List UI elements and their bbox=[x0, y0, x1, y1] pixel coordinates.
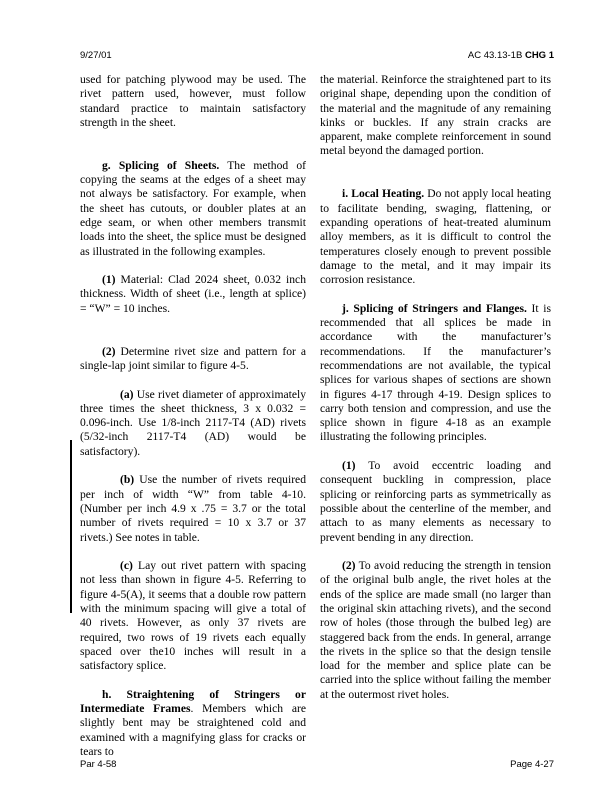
number-g1: (1) bbox=[102, 273, 116, 287]
number-g2: (2) bbox=[102, 344, 116, 358]
paragraph-i bbox=[320, 187, 551, 287]
heading-h: h. Straightening of Stringers or Intermediate Frames bbox=[80, 687, 306, 716]
text-g1: Material: Clad 2024 sheet, 0.032 inch thickness. Width of sheet (i.e., length at splice) = “W” = 10 inches. bbox=[80, 273, 306, 315]
text-h: . Members which are slightly bent may be straightened cold and examined with a magnifying glass for cracks or tears to bbox=[80, 702, 306, 758]
doc-number: AC 43.13-1B bbox=[467, 50, 523, 61]
header-doc-id bbox=[468, 50, 554, 61]
text-gb: Use the number of rivets required per inch of width “W” from table 4-10. (Number per inch 4.9 x .75 = 3.7 or the total number of rivets required = 10 x 3.7 or 37 rivets.) See notes in table. bbox=[80, 473, 306, 544]
change-number: CHG 1 bbox=[524, 50, 554, 61]
paragraph-g bbox=[80, 159, 306, 259]
heading-i: i. Local Heating. bbox=[342, 187, 425, 201]
change-bar bbox=[70, 440, 72, 613]
text-g: The method of copying the seams at the edges of a sheet may not always be satisfactory. For example, when the sheet has cutouts, or doubler plates at an edge seam, or when other members transmit loads into the sheet, the splice must be designed as illustrated in the following examples. bbox=[80, 158, 306, 258]
paragraph-g1 bbox=[80, 273, 306, 316]
footer-page-number: Page 4-27 bbox=[510, 759, 554, 770]
number-j1: (1) bbox=[342, 459, 356, 473]
paragraph-j2 bbox=[320, 559, 551, 702]
text-j: It is recommended that all splices be made in accordance with the manufacturer’s recommendations. If the manufacturer’s recommendations are not available, the typical splices for various shapes of sections are shown in figures 4-17 through 4-19. Design splices to carry both tension and compression, and use the splice shown in figure 4-18 as an example illustrating the following principles. bbox=[320, 301, 551, 444]
paragraph-j bbox=[320, 302, 551, 445]
paragraph-continuation-right: the material. Reinforce the straightened part to its original shape, depending upon the condition of the material and the magnitude of any remaining kinks or buckles. If any strain cracks are apparent, make complete reinforcement in sound metal beyond the damaged portion. bbox=[320, 73, 551, 158]
paragraph-g2 bbox=[80, 345, 306, 374]
paragraph-gc bbox=[80, 559, 306, 673]
text-gc: Lay out rivet pattern with spacing not less than shown in figure 4-5. Referring to figure 4-5(A), it seems that a double row pattern with the minimum spacing will give a total of 40 rivets. However, as only 37 rivets are required, two rows of 19 rivets each equally spaced over the10 inches will result in a satisfactory splice. bbox=[80, 559, 306, 673]
footer-paragraph-ref: Par 4-58 bbox=[80, 759, 117, 770]
text-i: Do not apply local heating to facilitate bending, swaging, flattening, or expanding operations of heat-treated aluminum alloy members, as it is difficult to control the temperatures closely enough to prevent possible damage to the metal, and it may impair its corrosion resistance. bbox=[320, 187, 551, 287]
paragraph-gb bbox=[80, 473, 306, 544]
number-gc: (c) bbox=[120, 559, 133, 573]
paragraph-j1 bbox=[320, 459, 551, 545]
text-j1: To avoid eccentric loading and consequent buckling in compression, place splicing or reinforcing parts as symmetrically as possible about the centerline of the member, and attach to as many elements as necessary to prevent bending in any direction. bbox=[320, 459, 551, 544]
heading-g: g. Splicing of Sheets. bbox=[102, 158, 220, 172]
number-j2: (2) bbox=[342, 559, 356, 573]
right-column bbox=[320, 73, 551, 716]
text-ga: Use rivet diameter of approximately three times the sheet thickness, 3 x 0.032 = 0.096-inch. Use 1/8-inch 2117-T4 (AD) rivets (5/32-inch 2117-T4 (AD) would be satisfactory). bbox=[80, 387, 306, 458]
number-gb: (b) bbox=[120, 473, 135, 487]
paragraph-ga bbox=[80, 388, 306, 459]
paragraph-continuation: used for patching plywood may be used. The rivet pattern used, however, must follow standard practice to maintain satisfactory strength in the sheet. bbox=[80, 73, 306, 129]
number-ga: (a) bbox=[120, 387, 134, 401]
paragraph-h bbox=[80, 688, 306, 759]
text-j2: To avoid reducing the strength in tension of the original bulb angle, the rivet holes at the ends of the splice are made small (no larger than the original skin attaching rivets), and the second row of holes (those through the bulbed leg) are staggered back from the ends. In general, arrange the rivets in the splice so that the design tensile load for the member and splice plate can be carried into the splice without failing the member at the outermost rivet holes. bbox=[320, 559, 551, 701]
text-g2: Determine rivet size and pattern for a single-lap joint similar to figure 4-5. bbox=[80, 344, 306, 372]
left-column bbox=[80, 73, 306, 774]
heading-j: j. Splicing of Stringers and Flanges. bbox=[342, 301, 527, 315]
header-date: 9/27/01 bbox=[80, 50, 112, 61]
